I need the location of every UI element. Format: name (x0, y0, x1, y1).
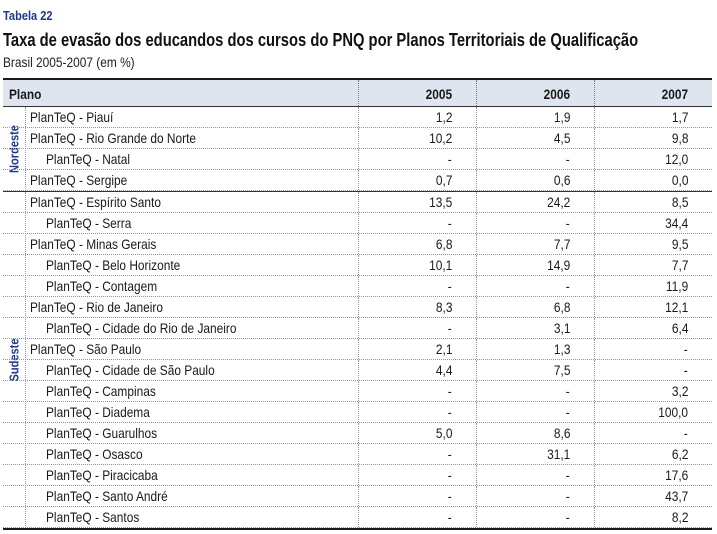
cell-2006: - (476, 402, 594, 422)
table-row (3, 381, 712, 402)
cell-2007: - (594, 360, 712, 380)
cell-2005: 4,4 (358, 360, 476, 380)
plano-name: PlanTeQ - Rio de Janeiro (30, 299, 163, 315)
header-col-2006: 2006 (476, 80, 594, 106)
table-row (3, 149, 712, 170)
table-row (3, 360, 712, 381)
plano-name: PlanTeQ - São Paulo (30, 341, 142, 357)
cell-2007: 1,7 (594, 107, 712, 127)
cell-2007: 17,6 (594, 465, 712, 485)
cell-2006: - (476, 486, 594, 506)
cell-2007: 8,2 (594, 507, 712, 527)
cell-2006: - (476, 507, 594, 527)
table-row (3, 276, 712, 297)
cell-2007: 12,1 (594, 297, 712, 317)
cell-2006: 7,5 (476, 360, 594, 380)
cell-2006: - (476, 149, 594, 169)
table-row (3, 339, 712, 360)
cell-2006: 0,6 (476, 170, 594, 190)
cell-2007: 12,0 (594, 149, 712, 169)
cell-2006: 14,9 (476, 255, 594, 275)
cell-2006: 1,9 (476, 107, 594, 127)
cell-2006: 3,1 (476, 318, 594, 338)
cell-2007: 8,5 (594, 192, 712, 212)
table-row (3, 234, 712, 255)
table-row (3, 402, 712, 423)
table-row (3, 486, 712, 507)
region-group (3, 191, 712, 530)
table-body (3, 107, 712, 530)
cell-2005: - (358, 213, 476, 233)
cell-2005: - (358, 444, 476, 464)
table-row (3, 297, 712, 318)
cell-2006: 8,6 (476, 423, 594, 443)
cell-2006: 6,8 (476, 297, 594, 317)
plano-name: PlanTeQ - Piauí (30, 109, 114, 125)
cell-2005: 8,3 (358, 297, 476, 317)
table-row (3, 192, 712, 213)
cell-2007: 11,9 (594, 276, 712, 296)
plano-name: PlanTeQ - Guarulhos (46, 425, 158, 441)
table-row (3, 170, 712, 191)
cell-2005: - (358, 465, 476, 485)
cell-2007: 6,2 (594, 444, 712, 464)
cell-2007: 7,7 (594, 255, 712, 275)
cell-2005: - (358, 149, 476, 169)
cell-2005: 10,1 (358, 255, 476, 275)
table-caption-label: Tabela 22 (3, 8, 53, 23)
plano-name: PlanTeQ - Belo Horizonte (46, 257, 181, 273)
table-row (3, 423, 712, 444)
cell-2007: 9,8 (594, 128, 712, 148)
cell-2006: - (476, 213, 594, 233)
table-row (3, 465, 712, 486)
plano-name: PlanTeQ - Contagem (46, 278, 158, 294)
cell-2007: 0,0 (594, 170, 712, 190)
cell-2005: 10,2 (358, 128, 476, 148)
cell-2006: - (476, 381, 594, 401)
table-title: Taxa de evasão dos educandos dos cursos do PNQ por Planos Territoriais de Qualificação (3, 30, 639, 50)
data-table (3, 78, 712, 530)
cell-2007: 100,0 (594, 402, 712, 422)
cell-2007: - (594, 423, 712, 443)
plano-name: PlanTeQ - Santos (46, 509, 140, 525)
table-row (3, 255, 712, 276)
cell-2005: 6,8 (358, 234, 476, 254)
cell-2006: 7,7 (476, 234, 594, 254)
cell-2005: - (358, 507, 476, 527)
plano-name: PlanTeQ - Minas Gerais (30, 236, 157, 252)
cell-2005: 0,7 (358, 170, 476, 190)
header-col-2005: 2005 (358, 80, 476, 106)
cell-2006: 31,1 (476, 444, 594, 464)
cell-2007: - (594, 339, 712, 359)
cell-2006: 1,3 (476, 339, 594, 359)
cell-2005: 13,5 (358, 192, 476, 212)
plano-name: PlanTeQ - Natal (46, 151, 131, 167)
plano-name: PlanTeQ - Cidade de São Paulo (46, 362, 215, 378)
plano-name: PlanTeQ - Santo André (46, 488, 168, 504)
cell-2007: 9,5 (594, 234, 712, 254)
cell-2005: - (358, 402, 476, 422)
plano-name: PlanTeQ - Sergipe (30, 172, 128, 188)
cell-2007: 6,4 (594, 318, 712, 338)
table-subtitle: Brasil 2005-2007 (em %) (3, 54, 135, 70)
cell-2007: 3,2 (594, 381, 712, 401)
cell-2005: 1,2 (358, 107, 476, 127)
cell-2007: 43,7 (594, 486, 712, 506)
table-row (3, 107, 712, 128)
cell-2005: 2,1 (358, 339, 476, 359)
table-row (3, 128, 712, 149)
table-row (3, 507, 712, 528)
plano-name: PlanTeQ - Piracicaba (46, 467, 158, 483)
cell-2006: 4,5 (476, 128, 594, 148)
plano-name: PlanTeQ - Cidade do Rio de Janeiro (46, 320, 237, 336)
region-label: Nordeste (6, 125, 22, 173)
cell-2006: - (476, 465, 594, 485)
plano-name: PlanTeQ - Rio Grande do Norte (30, 130, 197, 146)
table-row (3, 213, 712, 234)
region-label: Sudeste (6, 338, 22, 382)
cell-2007: 34,4 (594, 213, 712, 233)
header-plano: Plano (9, 86, 42, 102)
table-row (3, 444, 712, 465)
plano-name: PlanTeQ - Espírito Santo (30, 194, 161, 210)
cell-2005: - (358, 486, 476, 506)
cell-2005: 5,0 (358, 423, 476, 443)
cell-2006: - (476, 276, 594, 296)
cell-2005: - (358, 318, 476, 338)
table-row (3, 318, 712, 339)
plano-name: PlanTeQ - Osasco (46, 446, 143, 462)
cell-2005: - (358, 381, 476, 401)
cell-2005: - (358, 276, 476, 296)
plano-name: PlanTeQ - Serra (46, 215, 132, 231)
region-group (3, 107, 712, 191)
plano-name: PlanTeQ - Campinas (46, 383, 156, 399)
plano-name: PlanTeQ - Diadema (46, 404, 150, 420)
table-header-row (3, 78, 712, 107)
header-col-2007: 2007 (594, 80, 712, 106)
cell-2006: 24,2 (476, 192, 594, 212)
